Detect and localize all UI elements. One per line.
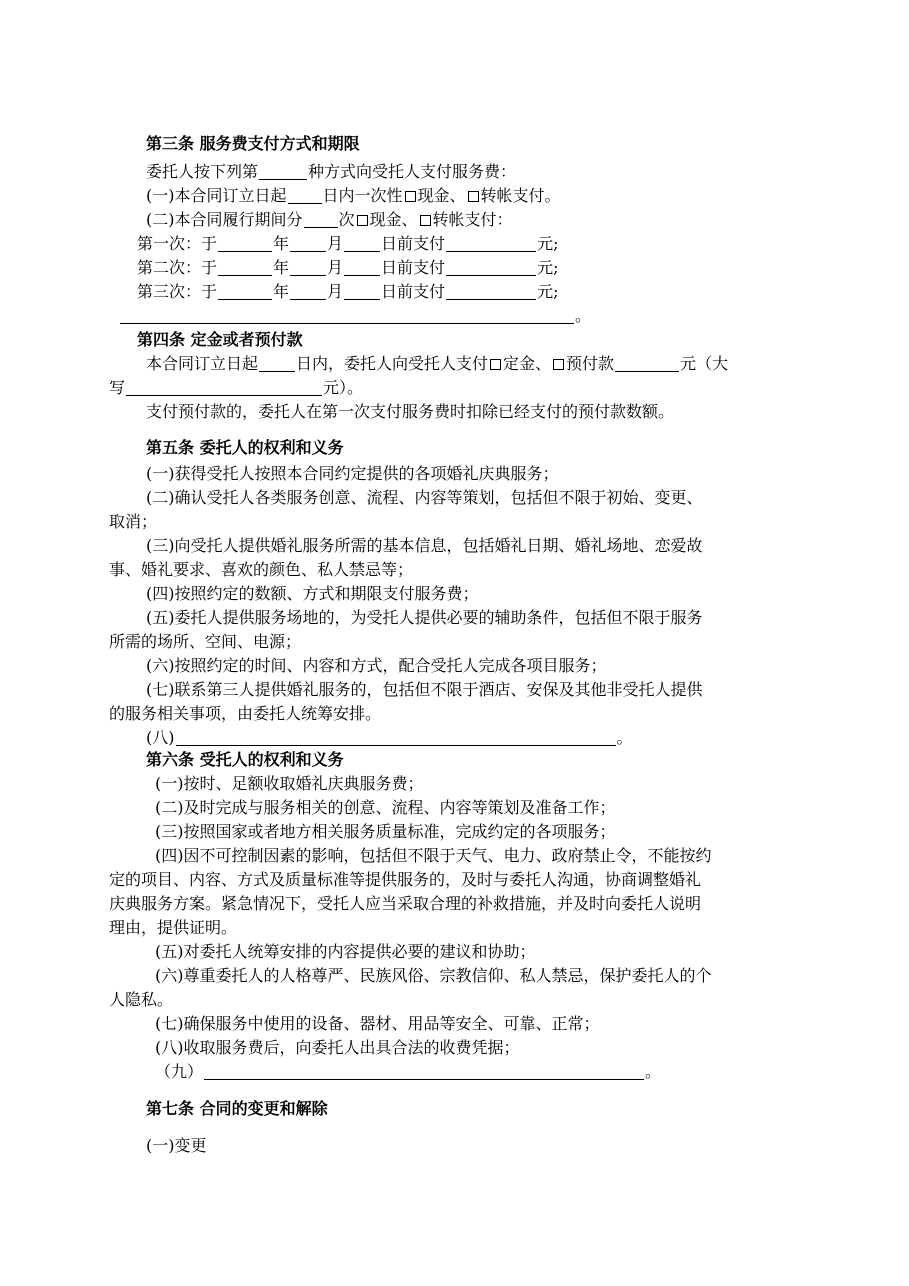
blank-field[interactable] xyxy=(218,258,272,276)
article-6-item: (八)收取服务费后，向委托人出具合法的收费凭据； xyxy=(155,1038,520,1057)
article-3-line-1: 委托人按下列第 种方式向受托人支付服务费： xyxy=(146,162,517,181)
article-5-item: 的服务相关事项，由委托人统筹安排。 xyxy=(109,704,382,723)
blank-field[interactable] xyxy=(288,186,322,204)
article-6-item: 定的项目、内容、方式及质量标准等提供服务的，及时与委托人沟通，协商调整婚礼 xyxy=(109,870,702,889)
payment-row-3: 第三次：于 年 月 日前支付 元; xyxy=(137,282,559,301)
blank-field[interactable] xyxy=(290,282,326,300)
blank-field[interactable] xyxy=(344,234,380,252)
blank-field[interactable] xyxy=(176,728,616,746)
blank-field[interactable] xyxy=(218,282,272,300)
article-5-item: 取消； xyxy=(109,512,158,531)
article-5-item: (一)获得受托人按照本合同约定提供的各项婚礼庆典服务； xyxy=(146,464,559,483)
payment-row-1: 第一次：于 年 月 日前支付 元; xyxy=(137,234,559,253)
checkbox[interactable] xyxy=(357,215,368,226)
article-5-item: (二)确认受托人各类服务创意、流程、内容等策划，包括但不限于初始、变更、 xyxy=(146,488,703,507)
checkbox[interactable] xyxy=(490,359,501,370)
article-6-item: (五)对委托人统筹安排的内容提供必要的建议和协助； xyxy=(155,942,536,961)
article-5-item: (六)按照约定的时间、内容和方式，配合受托人完成各项目服务； xyxy=(146,656,607,675)
article-6-item: (二)及时完成与服务相关的创意、流程、内容等策划及准备工作； xyxy=(155,798,616,817)
blank-field[interactable] xyxy=(120,306,574,324)
article-6-item: (三)按照国家或者地方相关服务质量标准，完成约定的各项服务； xyxy=(155,822,616,841)
blank-field[interactable] xyxy=(290,258,326,276)
payment-row-2: 第二次：于 年 月 日前支付 元; xyxy=(137,258,559,277)
article-5-item: (七)联系第三人提供婚礼服务的，包括但不限于酒店、安保及其他非受托人提供 xyxy=(146,680,703,699)
article-3-line-3: (二)本合同履行期间分 次 现金、 转帐支付： xyxy=(146,210,513,229)
checkbox[interactable] xyxy=(420,215,431,226)
blank-field[interactable] xyxy=(615,354,679,372)
article-6-item: (四)因不可控制因素的影响，包括但不限于天气、电力、政府禁止令，不能按约 xyxy=(155,846,712,865)
blank-field[interactable] xyxy=(218,234,272,252)
article-4-line-3: 支付预付款的，委托人在第一次支付服务费时扣除已经支付的预付款数额。 xyxy=(146,402,675,421)
blank-field[interactable] xyxy=(204,1062,644,1080)
checkbox[interactable] xyxy=(553,359,564,370)
article-6-title: 第六条 受托人的权利和义务 xyxy=(146,750,344,769)
blank-field[interactable] xyxy=(259,354,295,372)
blank-field[interactable] xyxy=(344,258,380,276)
article-3-extra-line: 。 xyxy=(119,304,591,328)
article-5-item: (四)按照约定的数额、方式和期限支付服务费； xyxy=(146,584,479,603)
article-5-item: 事、婚礼要求、喜欢的颜色、私人禁忌等； xyxy=(109,560,414,579)
blank-field[interactable] xyxy=(259,162,307,180)
blank-field[interactable] xyxy=(344,282,380,300)
article-6-item: 理由，提供证明。 xyxy=(109,918,238,937)
checkbox[interactable] xyxy=(405,191,416,202)
article-6-item-9: （九） 。 xyxy=(155,1062,662,1081)
article-5-item-8: (八) 。 xyxy=(146,728,633,747)
article-5-title: 第五条 委托人的权利和义务 xyxy=(146,438,344,457)
blank-field[interactable] xyxy=(446,282,536,300)
article-6-item: (六)尊重委托人的人格尊严、民族风俗、宗教信仰、私人禁忌，保护委托人的个 xyxy=(155,966,712,985)
article-6-item: 庆典服务方案。紧急情况下，受托人应当采取合理的补救措施，并及时向委托人说明 xyxy=(109,894,702,913)
article-5-item: (五)委托人提供服务场地的，为受托人提供必要的辅助条件，包括但不限于服务 xyxy=(146,608,703,627)
blank-field[interactable] xyxy=(446,258,536,276)
article-5-item: 所需的场所、空间、电源； xyxy=(109,632,302,651)
blank-field[interactable] xyxy=(304,210,338,228)
article-3-line-2: (一)本合同订立日起 日内一次性 现金、 转帐支付。 xyxy=(146,186,561,205)
blank-field[interactable] xyxy=(126,378,322,396)
article-7-item: (一)变更 xyxy=(146,1136,207,1155)
blank-field[interactable] xyxy=(446,234,536,252)
article-7-title: 第七条 合同的变更和解除 xyxy=(146,1099,328,1118)
article-4-title: 第四条 定金或者预付款 xyxy=(137,330,303,349)
article-6-item: (一)按时、足额收取婚礼庆典服务费； xyxy=(155,774,424,793)
article-5-item: (三)向受托人提供婚礼服务所需的基本信息，包括婚礼日期、婚礼场地、恋爱故 xyxy=(146,536,703,555)
article-6-item: (七)确保服务中使用的设备、器材、用品等安全、可靠、正常； xyxy=(155,1014,600,1033)
article-3-title: 第三条 服务费支付方式和期限 xyxy=(146,134,360,153)
article-4-line-1: 本合同订立日起 日内，委托人向受托人支付 定金、 预付款 元（大 xyxy=(146,354,729,373)
checkbox[interactable] xyxy=(468,191,479,202)
blank-field[interactable] xyxy=(290,234,326,252)
article-4-line-2: 写 元）。 xyxy=(109,378,364,397)
article-6-item: 人隐私。 xyxy=(109,990,174,1009)
